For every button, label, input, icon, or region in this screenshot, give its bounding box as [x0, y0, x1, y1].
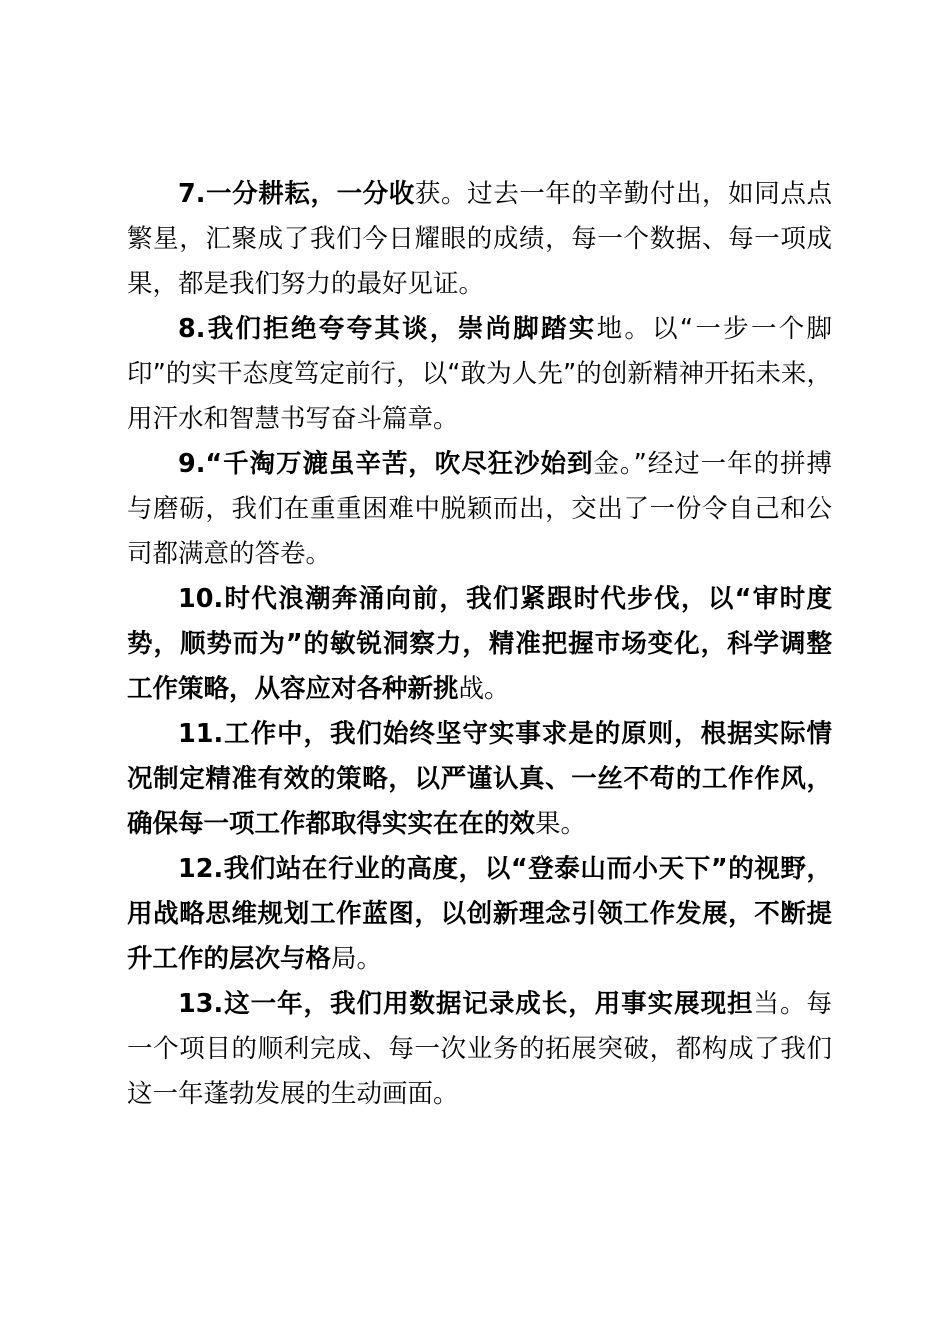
paragraph-13-text: 当。每一个项目的顺利完成、每一次业务的拓展突破，都构成了我们这一年蓬勃发展的生动画面。 — [127, 989, 832, 1109]
paragraph-7-text: 获。过去一年的辛勤付出，如同点点繁星，汇聚成了我们今日耀眼的成绩，每一个数据、每一项成果，都是我们努力的最好见证。 — [127, 179, 832, 299]
paragraph-11-lead: 11.工作中，我们始终坚守实事求是的原则，根据实际情况制定精准有效的策略，以严谨认真、一丝不苟的工作作风，确保每一项工作都取得实实在在的效 — [127, 719, 832, 839]
paragraph-7 — [127, 172, 832, 307]
paragraph-10-text: 战。 — [458, 674, 510, 704]
paragraph-11-text: 果。 — [535, 809, 587, 839]
paragraph-10-lead: 10.时代浪潮奔涌向前，我们紧跟时代步伐，以“审时度势，顺势而为”的敏锐洞察力，精准把握市场变化，科学调整工作策略，从容应对各种新挑 — [127, 584, 832, 704]
paragraph-12 — [127, 847, 832, 982]
paragraph-10 — [127, 577, 832, 712]
paragraph-13 — [127, 982, 832, 1117]
paragraph-9-text: 金。”经过一年的拼搏与磨砺，我们在重重困难中脱颖而出，交出了一份令自己和公司都满意的答卷。 — [127, 449, 832, 569]
paragraph-12-lead: 12.我们站在行业的高度，以“登泰山而小天下”的视野，用战略思维规划工作蓝图，以创新理念引领工作发展，不断提升工作的层次与格 — [127, 854, 832, 974]
paragraph-7-lead: 7.一分耕耘，一分收 — [178, 179, 415, 209]
paragraph-8-lead: 8.我们拒绝夸夸其谈，崇尚脚踏实 — [178, 314, 597, 344]
paragraph-8-text: 地。以“一步一个脚印”的实干态度笃定前行，以“敢为人先”的创新精神开拓未来，用汗水和智慧书写奋斗篇章。 — [127, 314, 832, 434]
paragraph-8 — [127, 307, 832, 442]
paragraph-11 — [127, 712, 832, 847]
document-body — [127, 172, 832, 1117]
paragraph-12-text: 局。 — [331, 944, 383, 974]
paragraph-13-lead: 13.这一年，我们用数据记录成长，用事实展现担 — [178, 989, 754, 1019]
paragraph-9-lead: 9.“千淘万漉虽辛苦，吹尽狂沙始到 — [178, 449, 594, 479]
paragraph-9 — [127, 442, 832, 577]
